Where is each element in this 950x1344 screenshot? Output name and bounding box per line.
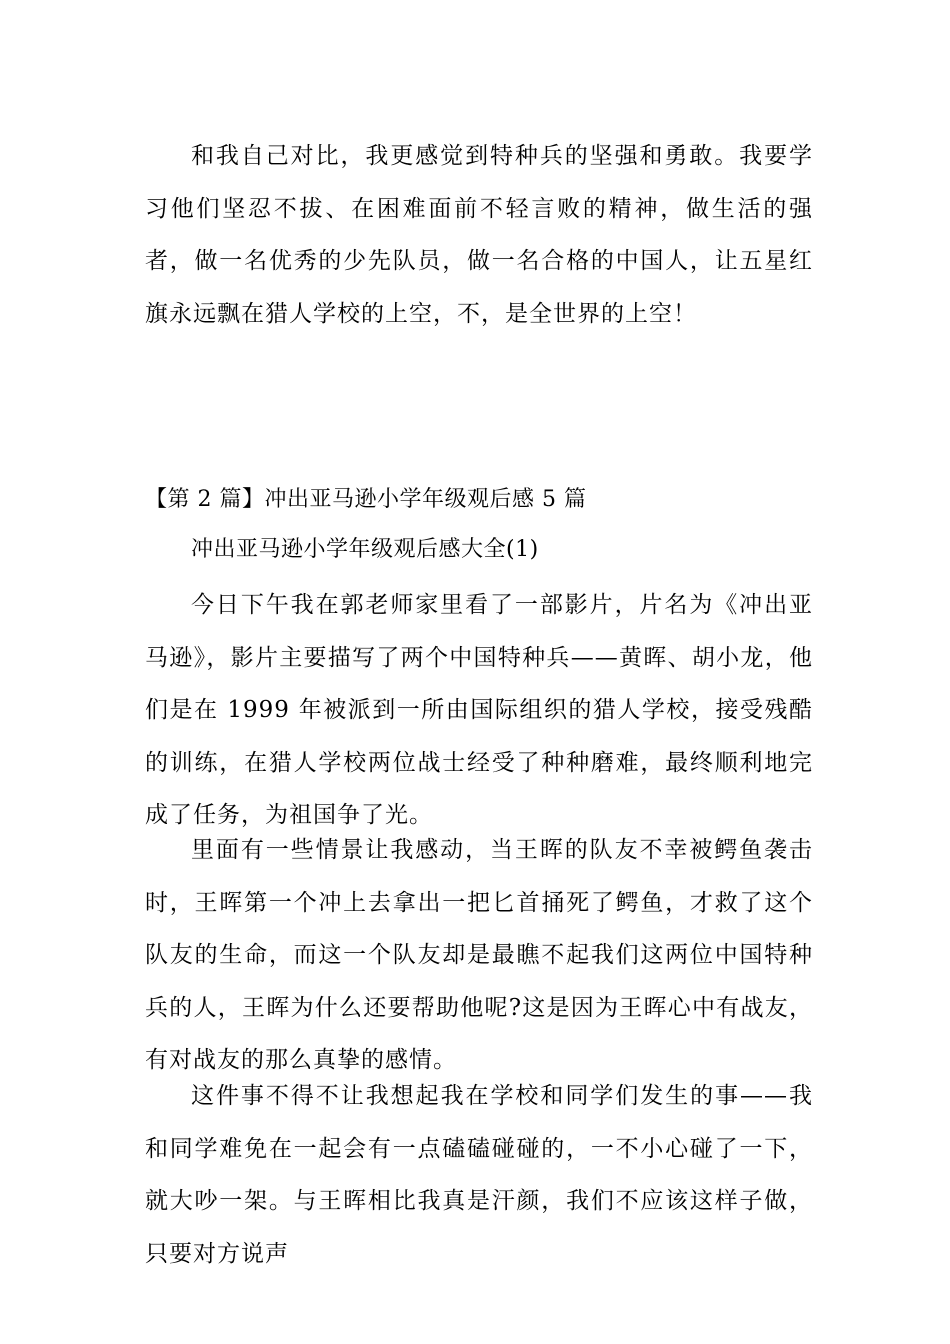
paragraph-reflection: 这件事不得不让我想起我在学校和同学们发生的事——我和同学难免在一起会有一点磕磕碰碰的，一不小心碰了一下，就大吵一架。与王晖相比我真是汗颜，我们不应该这样子做，只要对方说声 (145, 1083, 813, 1267)
paragraph-film-summary: 今日下午我在郭老师家里看了一部影片，片名为《冲出亚马逊》，影片主要描写了两个中国特种兵——黄晖、胡小龙，他们是在 1999 年被派到一所由国际组织的猎人学校，接受残酷的训练，在猎人学校两位战士经受了种种磨难，最终顺利地完成了任务，为祖国争了光。 (145, 592, 813, 828)
section-heading: 【第 2 篇】冲出亚马逊小学年级观后感 5 篇 (145, 487, 587, 512)
paragraph-conclusion: 和我自己对比，我更感觉到特种兵的坚强和勇敢。我要学习他们坚忍不拔、在困难面前不轻言败的精神，做生活的强者，做一名优秀的少先队员，做一名合格的中国人，让五星红旗永远飘在猎人学校的上空，不，是全世界的上空！ (145, 143, 813, 327)
article-subheading: 冲出亚马逊小学年级观后感大全(1) (191, 537, 539, 562)
paragraph-touching-scene: 里面有一些情景让我感动，当王晖的队友不幸被鳄鱼袭击时，王晖第一个冲上去拿出一把匕首捅死了鳄鱼，才救了这个队友的生命，而这一个队友却是最瞧不起我们这两位中国特种兵的人，王晖为什么还要帮助他呢?这是因为王晖心中有战友，有对战友的那么真挚的感情。 (145, 837, 813, 1073)
